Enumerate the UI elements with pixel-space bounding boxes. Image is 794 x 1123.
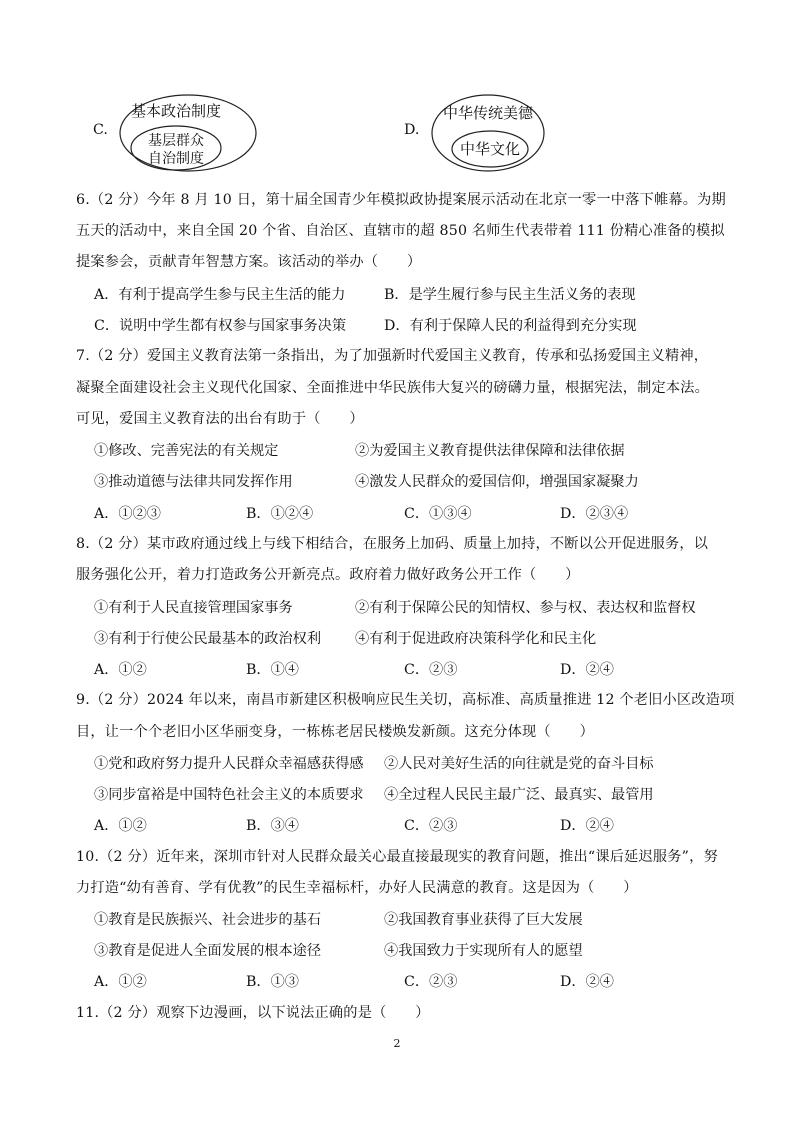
option-c[interactable]: C．②③ <box>404 974 458 990</box>
q5-option-c-diagram <box>118 93 258 173</box>
statement-item: ③教育是促进人全面发展的根本途径 <box>94 943 322 959</box>
option-b[interactable]: B．是学生履行参与民主生活义务的表现 <box>384 287 636 303</box>
option-c[interactable]: C．②③ <box>404 818 458 834</box>
outer-label: 中华传统美德 <box>442 104 534 122</box>
option-c[interactable]: C．①③④ <box>404 506 472 522</box>
statement-item: ②我国教育事业获得了巨大发展 <box>384 912 583 928</box>
q5-option-d-label: D. <box>404 122 420 138</box>
question-text-line: 目，让一个个老旧小区华丽变身，一栋栋老居民楼焕发新颜。这充分体现（ ） <box>76 724 594 740</box>
option-a[interactable]: A．①② <box>94 662 147 678</box>
statement-item: ③推动道德与法律共同发挥作用 <box>94 474 293 490</box>
option-d[interactable]: D．②④ <box>560 818 614 834</box>
option-d[interactable]: D．②③④ <box>560 506 629 522</box>
question-text-line: 可见，爱国主义教育法的出台有助于（ ） <box>76 411 364 427</box>
question-text-line: 10.（2 分）近年来，深圳市针对人民群众最关心最直接最现实的教育问题，推出“课后延迟服务”，努 <box>76 849 718 865</box>
q5-option-d-diagram <box>430 93 548 173</box>
statement-item: ②有利于保障公民的知情权、参与权、表达权和监督权 <box>355 600 696 616</box>
statement-item: ④激发人民群众的爱国信仰，增强国家凝聚力 <box>355 474 639 490</box>
option-d[interactable]: D．②④ <box>560 974 614 990</box>
outer-label: 基本政治制度 <box>130 102 222 120</box>
statement-item: ①党和政府努力提升人民群众幸福感获得感 <box>94 756 364 772</box>
option-b[interactable]: B．③④ <box>246 818 299 834</box>
option-a[interactable]: A．①② <box>94 818 147 834</box>
option-b[interactable]: B．①③ <box>246 974 299 990</box>
question-text-line: 提案参会，贡献青年智慧方案。该活动的举办（ ） <box>76 254 422 270</box>
option-b[interactable]: B．①④ <box>246 662 299 678</box>
statement-item: ①修改、完善宪法的有关规定 <box>94 443 279 459</box>
question-text-line: 11.（2 分）观察下边漫画，以下说法正确的是（ ） <box>76 1005 430 1021</box>
statement-item: ②为爱国主义教育提供法律保障和法律依据 <box>355 443 625 459</box>
option-a[interactable]: A．①② <box>94 974 147 990</box>
statement-item: ①有利于人民直接管理国家事务 <box>94 600 293 616</box>
question-text-line: 7.（2 分）爱国主义教育法第一条指出，为了加强新时代爱国主义教育，传承和弘扬爱国主义精神， <box>76 348 709 364</box>
question-text-line: 力打造“幼有善育、学有优教”的民生幸福标杆，办好人民满意的教育。这是因为（ ） <box>76 880 638 896</box>
question-text-line: 8.（2 分）某市政府通过线上与线下相结合，在服务上加码、质量上加持，不断以公开促进服务，以 <box>76 536 709 552</box>
question-text-line: 9.（2 分）2024 年以来，南昌市新建区积极响应民生关切，高标准、高质量推进 12 个老旧小区改造项 <box>76 692 735 708</box>
statement-item: ③同步富裕是中国特色社会主义的本质要求 <box>94 787 364 803</box>
question-text-line: 凝聚全面建设社会主义现代化国家、全面推进中华民族伟大复兴的磅礴力量，根据宪法，制定本法。 <box>76 380 710 396</box>
option-b[interactable]: B．①②④ <box>246 506 314 522</box>
inner-label-line1: 基层群众 <box>148 133 204 149</box>
q5-option-c-label: C. <box>93 122 108 138</box>
option-a[interactable]: A．①②③ <box>94 506 161 522</box>
page-number: 2 <box>393 1037 401 1050</box>
statement-item: ④全过程人民民主最广泛、最真实、最管用 <box>384 787 654 803</box>
inner-label: 中华文化 <box>459 140 521 158</box>
question-text-line: 6.（2 分）今年 8 月 10 日，第十届全国青少年模拟政协提案展示活动在北京一零一中落下帷幕。为期 <box>76 192 726 208</box>
option-d[interactable]: D．②④ <box>560 662 614 678</box>
option-d[interactable]: D．有利于保障人民的利益得到充分实现 <box>384 318 637 334</box>
statement-item: ④有利于促进政府决策科学化和民主化 <box>355 631 597 647</box>
statement-item: ②人民对美好生活的向往就是党的奋斗目标 <box>384 756 654 772</box>
question-text-line: 五天的活动中，来自全国 20 个省、自治区、直辖市的超 850 名师生代表带着 111 份精心准备的模拟 <box>76 223 725 239</box>
statement-item: ③有利于行使公民最基本的政治权利 <box>94 631 322 647</box>
statement-item: ④我国致力于实现所有人的愿望 <box>384 943 583 959</box>
option-a[interactable]: A．有利于提高学生参与民主生活的能力 <box>94 287 346 303</box>
inner-label-line2: 自治制度 <box>148 151 204 167</box>
question-text-line: 服务强化公开，着力打造政务公开新亮点。政府着力做好政务公开工作（ ） <box>76 567 580 583</box>
statement-item: ①教育是民族振兴、社会进步的基石 <box>94 912 322 928</box>
option-c[interactable]: C．说明中学生都有权参与国家事务决策 <box>94 318 347 334</box>
option-c[interactable]: C．②③ <box>404 662 458 678</box>
